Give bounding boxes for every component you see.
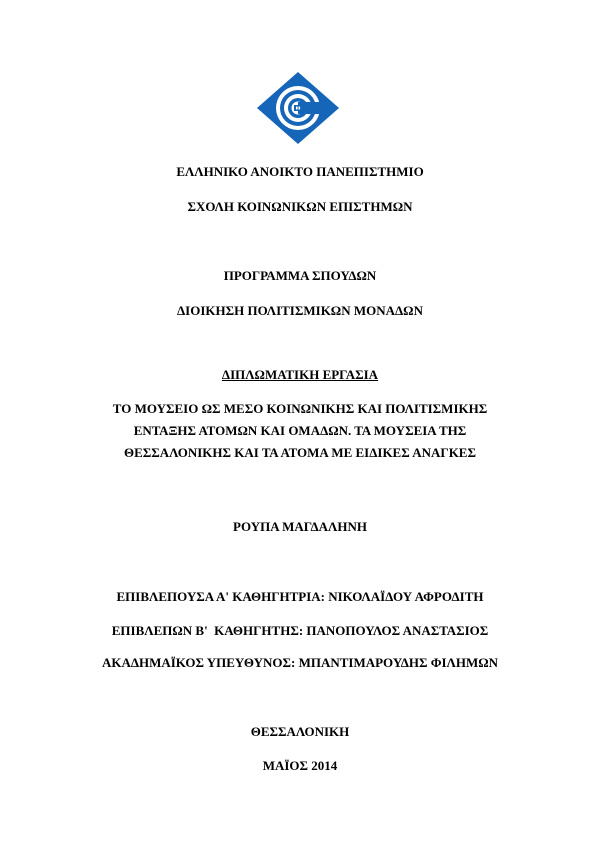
- date: ΜΑΪΟΣ 2014: [262, 758, 338, 773]
- program-label: ΠΡΟΓΡΑΜΜΑ ΣΠΟΥΔΩΝ: [223, 268, 377, 283]
- program-name: ΔΙΟΙΚΗΣΗ ΠΟΛΙΤΙΣΜΙΚΩΝ ΜΟΝΑΔΩΝ: [177, 303, 423, 318]
- thesis-title-line: ΤΟ ΜΟΥΣΕΙΟ ΩΣ ΜΕΣΟ ΚΟΙΝΩΝΙΚΗΣ ΚΑΙ ΠΟΛΙΤΙΣΜΙΚΗΣ: [112, 401, 488, 416]
- thesis-title: [0, 398, 600, 464]
- university-logo-icon: [257, 72, 339, 144]
- thesis-type: ΔΙΠΛΩΜΑΤΙΚΗ ΕΡΓΑΣΙΑ: [221, 367, 379, 382]
- supervisor-a: ΕΠΙΒΛΕΠΟΥΣΑ Α' ΚΑΘΗΓΗΤΡΙΑ: ΝΙΚΟΛΑΪΔΟΥ ΑΦΡΟΔΙΤΗ: [116, 589, 484, 604]
- thesis-title-line: ΕΝΤΑΞΗΣ ΑΤΟΜΩΝ ΚΑΙ ΟΜΑΔΩΝ. ΤΑ ΜΟΥΣΕΙΑ ΤΗΣ: [133, 423, 467, 438]
- thesis-title-line: ΘΕΣΣΑΛΟΝΙΚΗΣ ΚΑΙ ΤΑ ΑΤΟΜΑ ΜΕ ΕΙΔΙΚΕΣ ΑΝΑΓΚΕΣ: [124, 445, 476, 460]
- school-name: ΣΧΟΛΗ ΚΟΙΝΩΝΙΚΩΝ ΕΠΙΣΤΗΜΩΝ: [187, 199, 413, 214]
- author-name: ΡΟΥΠΑ ΜΑΓΔΑΛΗΝΗ: [233, 519, 367, 534]
- academic-responsible: ΑΚΑΔΗΜΑΪΚΟΣ ΥΠΕΥΘΥΝΟΣ: ΜΠΑΝΤΙΜΑΡΟΥΔΗΣ ΦΙΛΗΜΩΝ: [101, 655, 499, 670]
- city: ΘΕΣΣΑΛΟΝΙΚΗ: [250, 724, 350, 739]
- supervisor-b: ΕΠΙΒΛΕΠΩΝ Β' ΚΑΘΗΓΗΤΗΣ: ΠΑΝΟΠΟΥΛΟΣ ΑΝΑΣΤΑΣΙΟΣ: [111, 623, 489, 638]
- university-name: ΕΛΛΗΝΙΚΟ ΑΝΟΙΚΤΟ ΠΑΝΕΠΙΣΤΗΜΙΟ: [176, 164, 424, 179]
